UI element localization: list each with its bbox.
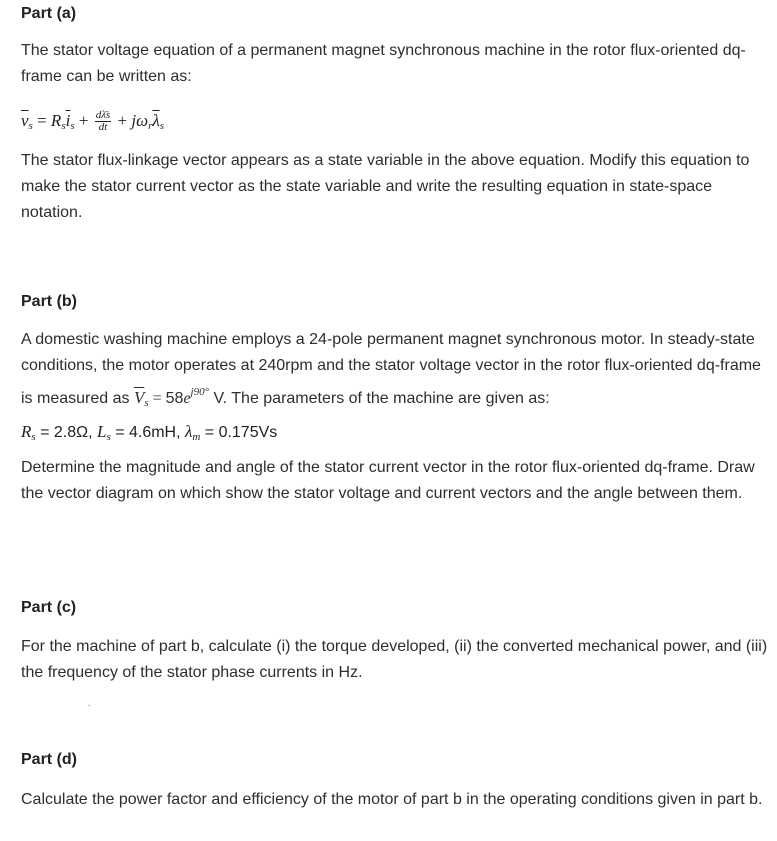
voltage-sub: s	[144, 397, 149, 409]
part-c-body: For the machine of part b, calculate (i) the torque developed, (ii) the converted mechanical power, and (iii) the frequency of the stator phase currents in Hz.	[21, 638, 768, 681]
eq-r: R	[50, 110, 62, 130]
eq-v-sub: s	[28, 119, 33, 132]
voltage-exp-base: e	[183, 390, 191, 407]
stray-mark	[88, 705, 90, 706]
part-d-body: Calculate the power factor and efficiency of the motor of part b in the operating conditions given in part b.	[21, 791, 763, 808]
eq-plus-1: +	[74, 110, 93, 130]
eq-jw-sub: r	[148, 119, 153, 132]
part-b-heading: Part (b)	[21, 293, 77, 310]
param-lambda-m: λ	[185, 422, 193, 441]
part-a-heading: Part (a)	[21, 5, 77, 22]
voltage-magnitude: 58	[165, 390, 184, 407]
part-d-heading: Part (d)	[21, 751, 77, 768]
eq-v: $\overline{v}$	[21, 110, 29, 130]
eq-equals: =	[32, 110, 51, 130]
voltage-equals: =	[148, 390, 166, 407]
eq-lambda: $\overline{\lambda}$	[152, 110, 160, 130]
param-lambda-m-value: = 0.175Vs	[200, 424, 278, 441]
param-rs: R	[21, 422, 32, 441]
frac-numerator: dλ̄s	[95, 109, 111, 121]
eq-jw: jω	[131, 110, 149, 130]
part-c-heading: Part (c)	[21, 599, 77, 616]
part-b-parameters	[21, 422, 277, 443]
param-ls-sub: s	[106, 431, 111, 443]
voltage-exponent: j90°	[190, 386, 210, 398]
part-b-intro-tail: V. The parameters of the machine are given as:	[209, 390, 550, 407]
part-a-equation	[21, 110, 164, 133]
part-b-intro	[21, 327, 773, 416]
part-a-intro: The stator voltage equation of a permanent magnet synchronous machine in the rotor flux-oriented dq-frame can be written as:	[21, 42, 746, 85]
part-b-intro-text: A domestic washing machine employs a 24-pole permanent magnet synchronous motor. In steady-state conditions, the motor operates at 240rpm and the stator voltage vector in the rotor flux-oriented dq-frame is measured as	[21, 331, 761, 407]
eq-lambda-sub: s	[159, 119, 165, 132]
eq-i-sub: s	[70, 119, 75, 132]
param-rs-value: = 2.8Ω,	[35, 424, 97, 441]
param-ls: L	[97, 422, 107, 441]
eq-plus-2: +	[113, 110, 132, 130]
param-lambda-m-sub: m	[192, 431, 201, 443]
eq-derivative-fraction	[95, 110, 112, 133]
part-a-body: The stator flux-linkage vector appears as a state variable in the above equation. Modify this equation to make the stator current vector as the state variable and write the resulting equation in state-space notation.	[21, 152, 750, 221]
eq-i: $\overline{i}$	[65, 110, 71, 130]
eq-r-sub: s	[61, 119, 66, 132]
param-rs-sub: s	[31, 431, 36, 443]
param-ls-value: = 4.6mH,	[110, 424, 185, 441]
part-b-body: Determine the magnitude and angle of the stator current vector in the rotor flux-oriented dq-frame. Draw the vector diagram on which show the stator voltage and current vectors and the angle between them.	[21, 459, 755, 502]
voltage-symbol: $\overline{V}$	[133, 388, 145, 407]
frac-denominator: dt	[98, 121, 108, 133]
